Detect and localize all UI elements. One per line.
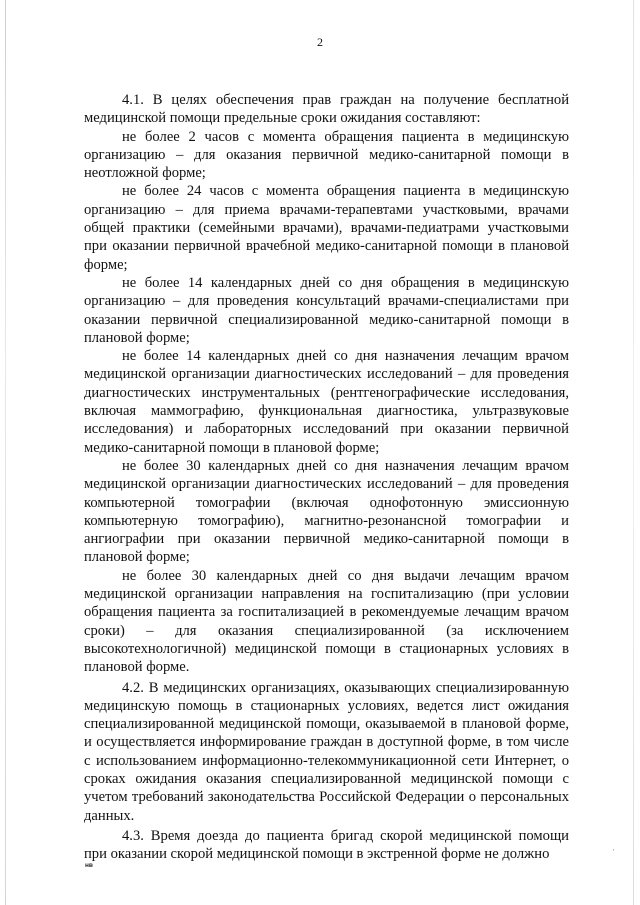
paragraph-wait-14-days-consult: не более 14 календарных дней со дня обращения в медицинскую организацию – для проведения консультаций врачами-специалистами при оказании первичной специализированной медико-санитарной помощи в плановой форме;	[84, 274, 569, 346]
scan-edge-left	[5, 0, 6, 905]
paragraph-4-3: 4.3. Время доезда до пациента бригад скорой медицинской помощи при оказании скорой медицинской помощи в экстренной форме не должно	[84, 827, 569, 863]
paragraph-4-2: 4.2. В медицинских организациях, оказывающих специализированную медицинскую помощь в стационарных условиях, ведется лист ожидания специализированной медицинской помощи, оказываемой в плановой форме, и осуществляется информирование граждан в доступной форме, в том числе с использованием информационно-телекоммуникационной сети Интернет, о сроках ожидания оказания специализированной медицинской помощи с учетом требований законодательства Российской Федерации о персональных данных.	[84, 679, 569, 824]
corner-mark: '	[613, 848, 615, 856]
paragraph-wait-30-days-tomography: не более 30 календарных дней со дня назначения лечащим врачом медицинской организации диагностических исследований – для проведения компьютерной томографии (включая однофотонную эмиссионную компьютерную томографию), магнитно-резонансной томографии и ангиографии при оказании первичной медико-санитарной помощи в плановой форме;	[84, 457, 569, 566]
paragraph-wait-24-hours: не более 24 часов с момента обращения пациента в медицинскую организацию – для приема врачами-терапевтами участковыми, врачами общей практики (семейными врачами), врачами-педиатрами участковыми при оказании первичной врачебной медико-санитарной помощи в плановой форме;	[84, 183, 569, 273]
footer-code: нв	[85, 862, 93, 869]
scan-edge-right	[633, 0, 634, 905]
paragraph-wait-30-days-hospitalization: не более 30 календарных дней со дня выдачи лечащим врачом медицинской организации направления на госпитализацию (при условии обращения пациента за госпитализацией в рекомендуемые лечащим врачом сроки) – для оказания специализированной (за исключением высокотехнологичной) медицинской помощи в стационарных условиях в плановой форме.	[84, 567, 569, 676]
paragraph-wait-14-days-diagnostics: не более 14 календарных дней со дня назначения лечащим врачом медицинской организации диагностических исследований – для проведения диагностических инструментальных (рентгенографические исследования, включая маммографию, функциональная диагностика, ультразвуковые исследования) и лабораторных исследований при оказании первичной медико-санитарной помощи в плановой форме;	[84, 348, 569, 456]
paragraph-wait-2-hours: не более 2 часов с момента обращения пациента в медицинскую организацию – для оказания первичной медико-санитарной помощи в неотложной форме;	[84, 128, 569, 182]
document-body	[84, 91, 569, 863]
paragraph-4-1: 4.1. В целях обеспечения прав граждан на получение бесплатной медицинской помощи предельные сроки ожидания составляют:	[84, 92, 569, 127]
page-number: 2	[317, 35, 323, 49]
